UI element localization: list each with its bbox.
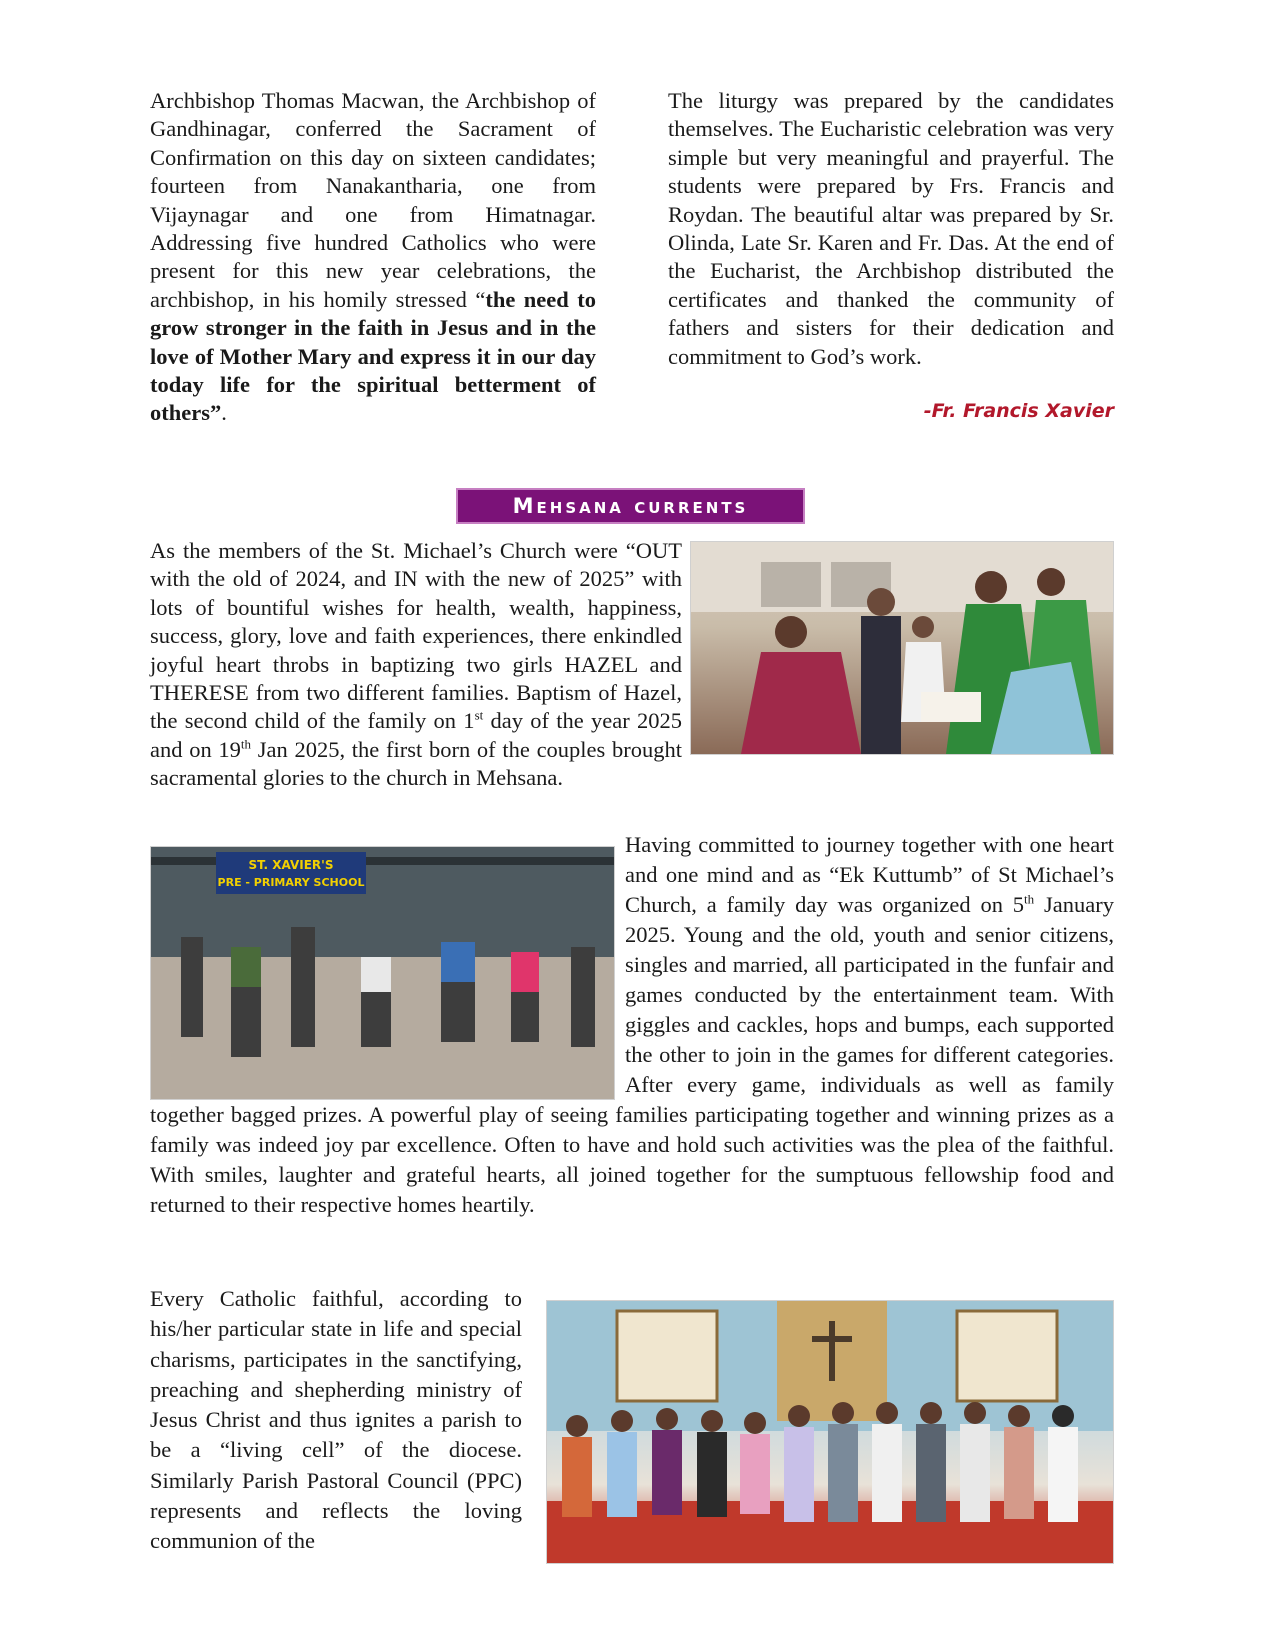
author-signature: -Fr. Francis Xavier <box>923 400 1114 422</box>
family-day-article <box>150 830 1114 1220</box>
photo-spacer <box>150 830 625 1085</box>
ppc-photo-illustration <box>547 1301 1113 1563</box>
baptism-text-part2: day of the year 2025 and on 19 <box>150 708 683 762</box>
baptism-sup1: st <box>474 707 484 723</box>
family-day-text-part1: Having committed to journey together with one heart and one mind and as “Ek Kuttumb” of St Michael’s Church, a family day was organized on 5 <box>625 832 1114 917</box>
section-title: Mehsana currents <box>456 488 805 524</box>
confirmation-left-text: Archbishop Thomas Macwan, the Archbishop of Gandhinagar, conferred the Sacrament of Confirmation on this day on sixteen candidates; fourteen from Nanakantharia, one from Vijaynagar and one from Himatnagar. Addressing five hundred Catholics who were present for this new year celebrations, the archbishop, in his homily stressed “ <box>150 88 596 312</box>
school-sign-line2: PRE - PRIMARY SCHOOL <box>217 876 365 889</box>
confirmation-left-column <box>150 87 596 428</box>
ppc-text: Every Catholic faithful, according to his/her particular state in life and special charisms, participates in the sanctifying, preaching and shepherding ministry of Jesus Christ and thus ignites a parish to be a “living cell” of the diocese. Similarly Parish Pastoral Council (PPC) represents and reflects the loving communion of the <box>150 1286 522 1554</box>
ppc-article <box>150 1284 522 1557</box>
confirmation-right-column: The liturgy was prepared by the candidates themselves. The Eucharistic celebration was very simple but very meaningful and prayerful. The students were prepared by Frs. Francis and Roydan. The beautiful altar was prepared by Sr. Olinda, Late Sr. Karen and Fr. Das. At the end of the Eucharist, the Archbishop distributed the certificates and thanked the community of fathers and sisters for their dedication and commitment to God’s work. <box>668 88 1114 369</box>
homily-quote: the need to grow stronger in the faith in Jesus and in the love of Mother Mary and express it in our day today life for the spiritual betterment of others” <box>150 286 596 426</box>
baptism-sup2: th <box>240 736 252 752</box>
baptism-text <box>150 537 1114 793</box>
baptism-article <box>150 537 1114 793</box>
family-day-sup1: th <box>1024 891 1035 907</box>
school-sign-line1: ST. XAVIER'S <box>248 858 334 872</box>
baptism-text-part3: Jan 2025, the first born of the couples brought sacramental glories to the church in Mehsana. <box>150 736 682 791</box>
baptism-text-part1: As the members of the St. Michael’s Church were “OUT with the old of 2024, and IN with the new of 2025” with lots of bountiful wishes for health, wealth, happiness, success, glory, love and faith experiences, there enkindled joyful heart throbs in baptizing two girls HAZEL and THERESE from two different families. Baptism of Hazel, the second child of the family on 1 <box>150 538 682 734</box>
ppc-group-photo <box>546 1300 1114 1564</box>
family-day-text-part2: January 2025. Young and the old, youth and senior citizens, singles and married, all participated in the funfair and games conducted by the entertainment team. With giggles and cackles, hops and bumps, each supported the other to join in the games for different categories. After every game, individuals as well as family together bagged prizes. A powerful play of seeing families participating together and winning prizes as a family was indeed joy par excellence. Often to have and hold such activities was the plea of the faithful. With smiles, laughter and grateful hearts, all joined together for the sumptuous fellowship food and returned to their respective homes heartily. <box>150 892 1114 1217</box>
family-day-text <box>150 830 1114 1220</box>
confirmation-left-end: . <box>221 400 227 426</box>
